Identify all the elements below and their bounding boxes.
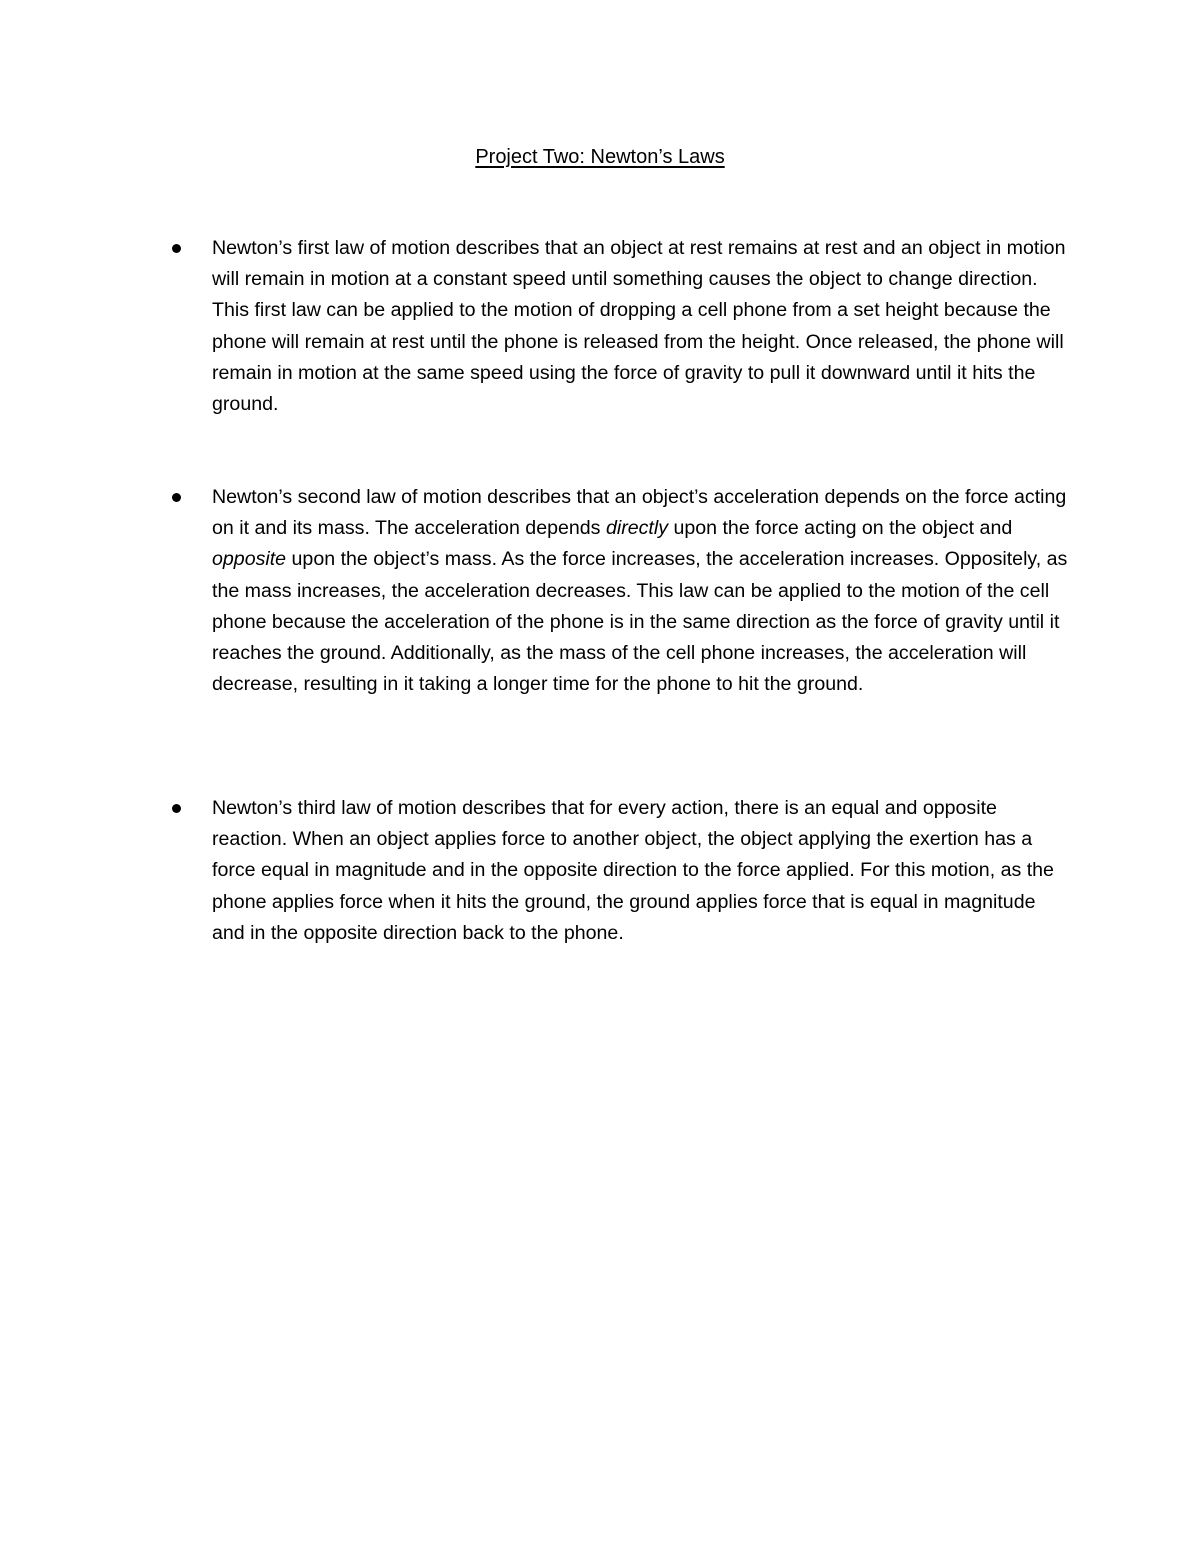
emphasis-opposite: opposite <box>212 548 287 571</box>
bullet-text-segment: Newton’s second law of motion describes that an object’s acceleration depends on the force acting on it and its mass. The acceleration depends <box>212 486 1067 540</box>
bullet-text: Newton’s first law of motion describes that an object at rest remains at rest and an object in motion will remain in motion at a constant speed until something causes the object to change direction. This first law can be applied to the motion of dropping a cell phone from a set height because the phone will remain at rest until the phone is released from the height. Once released, the phone will remain in motion at the same speed using the force of gravity to pull it downward until it hits the ground. <box>212 237 1066 416</box>
bullet-item-third-law <box>212 793 1072 949</box>
document-title: Project Two: Newton’s Laws <box>475 146 725 168</box>
bullet-text: Newton’s third law of motion describes that for every action, there is an equal and opposite reaction. When an object applies force to another object, the object applying the exertion has a force equal in magnitude and in the opposite direction to the force applied. For this motion, as the phone applies force when it hits the ground, the ground applies force that is equal in magnitude and in the opposite direction back to the phone. <box>212 797 1054 944</box>
emphasis-directly: directly <box>605 517 669 540</box>
bullet-text <box>212 482 1072 700</box>
bullet-text-segment: upon the object’s mass. As the force increases, the acceleration increases. Oppositely, as the mass increases, the acceleration decreases. This law can be applied to the motion of the cell phone because the acceleration of the phone is in the same direction as the force of gravity until it reaches the ground. Additionally, as the mass of the cell phone increases, the acceleration will decrease, resulting in it taking a longer time for the phone to hit the ground. <box>212 548 1068 696</box>
bullet-icon <box>172 493 181 502</box>
bullet-item-second-law <box>212 482 1072 700</box>
bullet-icon <box>172 244 181 253</box>
bullet-text-segment: upon the force acting on the object and <box>668 517 1013 540</box>
bullet-item-first-law <box>212 233 1072 420</box>
bullet-icon <box>172 804 181 813</box>
